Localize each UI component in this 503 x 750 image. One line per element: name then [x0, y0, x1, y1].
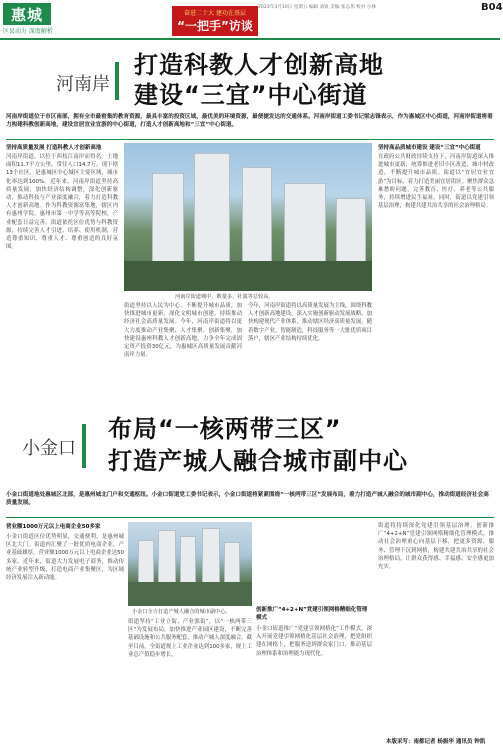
section2-headline-1: 布局“一核两带三区”: [108, 415, 342, 443]
section2-col3-heading: 创新推广“4+2+N”党建引领网格精细化管理模式: [256, 607, 368, 621]
section1-col4-body: 在政府公共财政持续支持下，河南岸街道深入推进城市更新，统筹推进老旧小区改造、城中村改造，不断提升城市品质。街道以“宜居宜业宜游”为目标，着力打造美丽宜居街区。聚焦群众急难愁盼问题，完善教育、医疗、养老等公共服务，持续增进民生福祉。同时，街道以党建引领基层治理，构建共建共治共享的社会治理格局。: [378, 154, 494, 210]
section2-photo-caption: 小金口全力打造产城人融合的城市副中心。: [132, 609, 231, 615]
issue-meta: 2023年3月10日 星期五 编辑 刘锐 美编 张志伟 校对 小林: [258, 5, 376, 10]
section1-col1-heading: 坚持高质量发展 打造科教人才创新高地: [6, 145, 102, 151]
section2-col4-body: 街道将持续深化党建引领基层治理，创新推广“4+2+N”党建引领网格精细化管理模式，推动社会治理重心向基层下移，把更多资源、服务、管理下沉到网格，构建共建共治共享的社会治理格局，让群众获得感、幸福感、安全感更加充实。: [378, 523, 494, 571]
section2-location: 小金口: [22, 438, 76, 459]
byline-footer: 本版采写：南都记者 杨振华 通讯员 钟凯: [386, 739, 486, 745]
section1-col3-body: 今年，河南岸街道将以高质量发展为主线，围绕科教人才创新高地建设，深入实施创新驱动发展战略，加快构建现代产业体系，推动辖区经济高质量发展。随着数字产业，智能制造，科技服务等一大批优质项目落户，辖区产业结构持续优化。: [248, 303, 372, 342]
section2-col3-body: 小金口街道推广“党建引领网格化”工作模式，深入开展党建引领网格化基层社会治理，把党组织建在网格上，把服务送到群众家门口，推动基层治理体系和治理能力现代化。: [256, 626, 372, 657]
banner-main-text: “一把手”访谈: [177, 19, 253, 33]
section1-headline-2: 建设“三宜”中心街道: [134, 81, 368, 109]
section1-col1-body: 河南岸街道，以位于西枝江南岸而得名。土地面积11.7平方公里，常住人口14.7万，现下辖13个社区，是惠城区中心城区主要区域，城市化率达到100%。近年来，河南岸街道坚持高质量发展，加快经济结构调整，深化创新驱动，推动科技与产业深度融合，着力打造科教人才创新高地。作为科教资源富集地，辖区内有惠州学院、惠州市第一中学等高等院校，产业配套日益完善。街道依托区位优势与科教资源，持续完善人才引进、培养、使用机制，营造尊重知识、尊重人才、尊重创造的良好氛围。: [6, 154, 118, 251]
section-logo: 惠城: [3, 3, 51, 25]
section2-headline-2: 打造产城人融合城市副中心: [108, 447, 408, 475]
section2-photo: [128, 522, 252, 606]
section2-lead: 小金口街道地处惠城区北部，是惠州城北门户和交通枢纽。小金口街道党工委书记表示，小金口街道将紧紧围绕“一核两带三区”发展布局，着力打造产城人融合的城市副中心，推动街道经济社会高质量发展。: [6, 492, 489, 506]
column-banner: [172, 6, 258, 36]
section-logo-subtitle: 区县动力 深度解析: [3, 28, 53, 35]
section1-col2-body: 街道坚持以人民为中心，不断提升城市品质，加快推进城市更新，深化文明城市创建，持续推动经济社会高质量发展。今年，河南岸街道将以更大力度推动产业集聚、人才集聚、创新集聚，加快建设惠州科教人才创新高地，力争全年完成固定资产投资30亿元，为惠城区高质量发展贡献河南岸力量。: [124, 303, 242, 359]
section1-location: 河南岸: [56, 74, 110, 95]
section1-rule: [6, 139, 494, 140]
header-rule: [0, 38, 500, 40]
section1-col4-heading: 坚持高品质城市建设 建设“三宜”中心街道: [378, 145, 481, 151]
section2-col1-heading: 营业额1000万元以上电商企业50多家: [6, 524, 101, 530]
section1-divider: [115, 62, 119, 100]
section1-photo: [124, 143, 372, 291]
section2-col2-body: 街道坚持“工业立街、产业强街”，以“一核两带三区”为发展布局，加快推进产业园区建设，不断完善基础设施和公共服务配套，推动产城人深度融合。截至目前，全街道规上工业企业达到100多家，规上工业总产值稳步增长。: [128, 619, 252, 658]
section2-col1-body: 小金口街道区位优势明显，交通便利，是惠州城区北大门。街道内汇聚了一批优质电商企业，产业基础雄厚，营业额1000万元以上电商企业达50多家。近年来，街道大力发展电子商务，推动传统产业转型升级，打造电商产业集聚区，为区域经济发展注入新动能。: [6, 534, 124, 582]
section1-photo-caption: 河南岸街道城中，数量多、社演等总较高。: [175, 294, 274, 300]
section2-rule: [6, 517, 494, 518]
page-number: B04: [481, 2, 503, 13]
section2-divider: [82, 424, 86, 468]
section1-headline-1: 打造科教人才创新高地: [134, 51, 384, 79]
section1-lead: 河南岸街道位于市区南部，拥有全市最密集的教育资源，最具丰富的投资区域，最优美的环境资源，最便捷发达的交通体系。河南岸街道工委书记梁志锋表示，作为惠城区中心街道，河南岸街道将着力构建科教创新高地，建设宜居宜业宜游的中心街道，打造人才创新高地和“三宜”中心街道。: [6, 114, 493, 128]
banner-top-text: 奋进二十大 建功在基层: [184, 10, 246, 17]
